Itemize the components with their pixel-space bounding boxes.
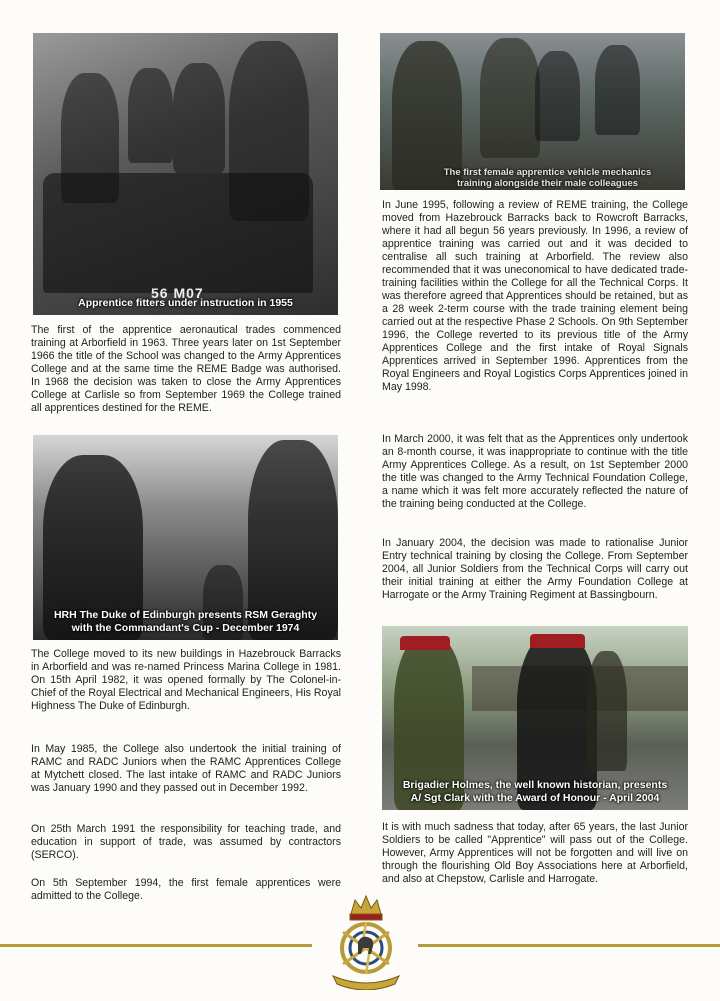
cap-band [400, 636, 450, 650]
caption-line: HRH The Duke of Edinburgh presents RSM Geraghty [53, 609, 318, 621]
photo-award-of-honour [382, 626, 688, 810]
paragraph: The College moved to its new buildings in Hazebrouck Barracks in Arborfield and was re-named Princess Marina College in 1981. On 15th April 1982, it was opened formally by The Colonel-in-Chief of the Royal Electrical and Mechanical Engineers, His Royal Highness The Duke of Edinburgh. [31, 648, 341, 712]
photo-caption: The first female apprentice vehicle mechanics training alongside their male colleagues [443, 167, 652, 189]
photo-caption [382, 779, 688, 805]
vehicle [43, 173, 313, 293]
paragraph: In May 1985, the College also undertook the initial training of RAMC and RADC Juniors when the RAMC Apprentices College at Mytchett closed. The last intake of RAMC and RADC Juniors was January 1990 and they passed out in December 1992. [31, 743, 341, 794]
caption-line: Brigadier Holmes, the well known historian, presents [402, 779, 668, 791]
photo-caption: Apprentice fitters under instruction in 1955 [78, 297, 293, 309]
photo-female-apprentices [380, 33, 685, 190]
paragraph: On 25th March 1991 the responsibility for teaching trade, and education in support of trade, was assumed by contractors (SERCO). [31, 823, 341, 861]
caption-line: A/ Sgt Clark with the Award of Honour - April 2004 [410, 792, 660, 804]
footer-rule-left [0, 944, 312, 947]
paragraph: On 5th September 1994, the first female apprentices were admitted to the College. [31, 877, 341, 902]
paragraph: In March 2000, it was felt that as the Apprentices only undertook an 8-month course, it was inappropriate to continue with the title Army Apprentices College. As a result, on 1st September 2000 the title was changed to the Army Technical Foundation College, a name which it was felt more accurately reflected the nature of the training being conducted at the College. [382, 433, 688, 510]
footer-rule-right [418, 944, 720, 947]
figure [587, 651, 627, 771]
figure [128, 68, 173, 163]
reme-badge-icon [323, 892, 409, 990]
figure [595, 45, 640, 135]
caption-line: with the Commandant's Cup - December 1974 [71, 622, 300, 634]
photo-commandants-cup [33, 435, 338, 640]
photo-caption [33, 609, 338, 635]
paragraph: It is with much sadness that today, after 65 years, the last Junior Soldiers to be called "Apprentice" will pass out of the College. However, Army Apprentices will not be forgotten and will live on through the flourishing Old Boy Associations here at Arborfield, and also at Chepstow, Carlisle and Harrogate. [382, 821, 688, 885]
paragraph: In June 1995, following a review of REME training, the College moved from Hazebrouck Barracks back to Rowcroft Barracks, where it had all begun 56 years previously. In 1996, a review of apprentice training was carried out and it was decided to centralise all such training at Arborfield. The review also recommended that it was uneconomical to have dedicated trade-training facilities within the College for all the Technical Corps. It was therefore agreed that Apprentices should be retained, but as a 28 week 2-term course with the trade training element being carried out at the respective Phase 2 Schools. On 9th September 1996, the College reverted to its previous title of the Army Apprentices College and the first intake of Royal Signals Apprentices arrived in September 1996. Apprentices from the Royal Engineers and Royal Logistics Corps Apprentices joined in May 1998. [382, 199, 688, 393]
photo-apprentice-fitters [33, 33, 338, 315]
cap-band [530, 634, 585, 648]
figure [173, 63, 225, 173]
paragraph: The first of the apprentice aeronautical trades commenced training at Arborfield in 1963. Three years later on 1st September 1966 the title of the School was changed to the Army Apprentices College and at the same time the REME Badge was authorised. In 1968 the decision was taken to close the Army Apprentices College at Carlisle so from September 1969 the College trained all apprentices destined for the REME. [31, 324, 341, 414]
paragraph: In January 2004, the decision was made to rationalise Junior Entry technical training by closing the College. From September 2004, all Junior Soldiers from the Technical Corps will carry out their initial training at either the Army Foundation College at Harrogate or the Army Training Regiment at Bassingbourn. [382, 537, 688, 601]
figure [535, 51, 580, 141]
number-plate: 56 M07 [151, 285, 204, 301]
figure [480, 38, 540, 158]
